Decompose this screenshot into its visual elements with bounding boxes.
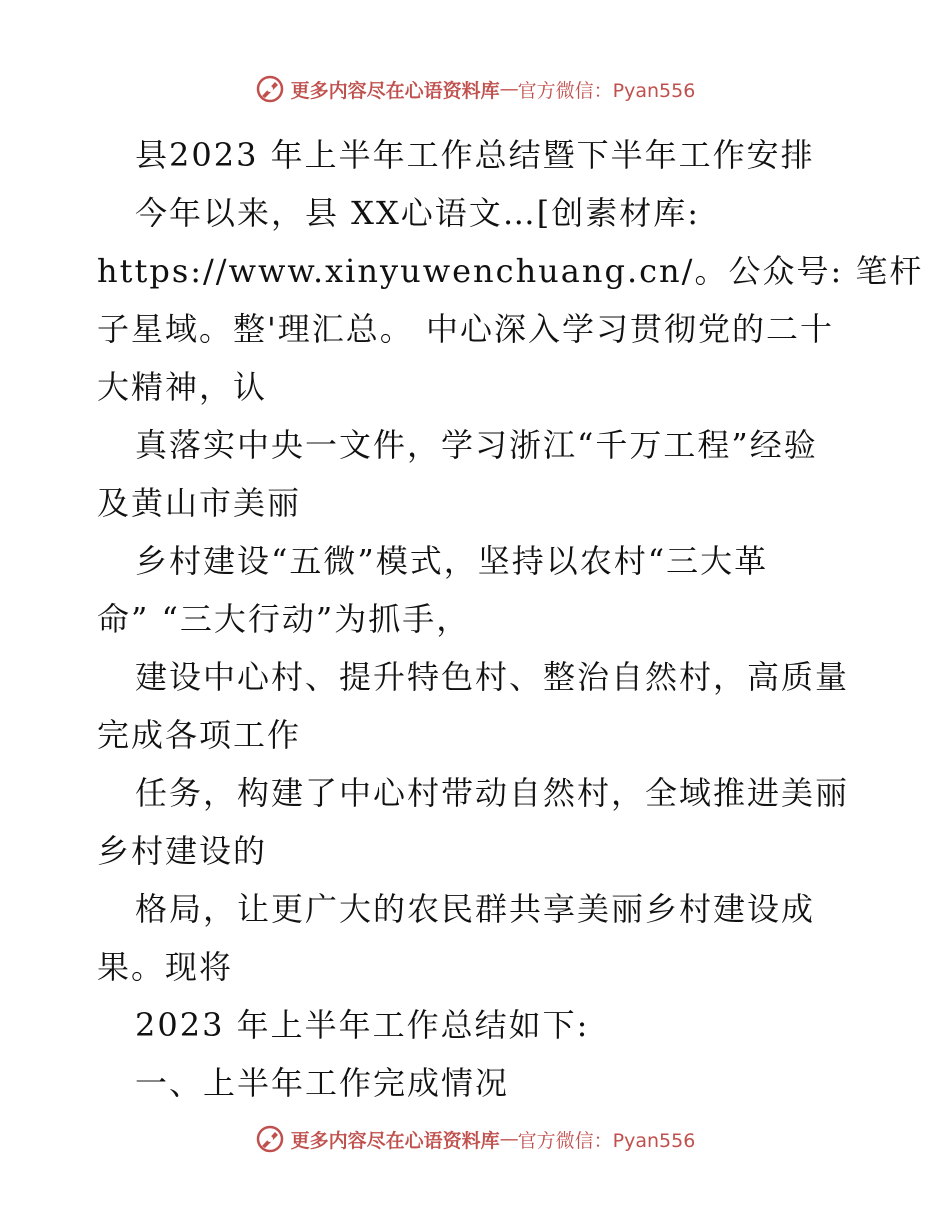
text-line: 果。现将 (97, 948, 234, 986)
header-watermark (0, 74, 950, 104)
watermark-dash: — (499, 1128, 518, 1150)
text-line: 完成各项工作 (97, 716, 302, 754)
document-body (97, 126, 924, 1112)
text-line: 建设中心村、提升特色村、整治自然村，高质量 (135, 658, 850, 696)
text-line: 命” “三大行动”为抓手， (97, 600, 471, 638)
text-line: 及黄山市美丽 (97, 484, 302, 522)
section-heading: 一、上半年工作完成情况 (135, 1064, 510, 1102)
text-line: 乡村建设“五微”模式，坚持以农村“三大革 (135, 542, 769, 580)
watermark-main-text: 更多内容尽在心语资料库 (290, 1129, 500, 1152)
document-title: 县2023 年上半年工作总结暨下半年工作安排 (135, 136, 815, 174)
watermark-main-text: 更多内容尽在心语资料库 (290, 79, 500, 102)
pen-logo-icon (255, 74, 285, 104)
watermark-dash: — (499, 78, 518, 100)
text-line: 格局，让更广大的农民群共享美丽乡村建设成 (135, 890, 816, 928)
text-line: 今年以来，县 XX心语文…[创素材库: (135, 194, 701, 232)
text-line: 2023 年上半年工作总结如下: (135, 1006, 590, 1044)
watermark-sub-text: 官方微信：Pyan556 (517, 79, 696, 102)
text-line: 任务，构建了中心村带动自然村，全域推进美丽 (135, 774, 850, 812)
pen-logo-icon (255, 1124, 285, 1154)
text-line: 真落实中央一文件，学习浙江“千万工程”经验 (135, 426, 818, 464)
text-line: 乡村建设的 (97, 832, 268, 870)
watermark-sub-text: 官方微信：Pyan556 (517, 1129, 696, 1152)
text-line: https://www.xinyuwenchuang.cn/。公众号: 笔杆 (97, 252, 924, 290)
footer-watermark (0, 1124, 950, 1154)
text-line: 大精神，认 (97, 368, 268, 406)
text-line: 子星域。整'理汇总。 中心深入学习贯彻党的二十 (97, 310, 834, 348)
